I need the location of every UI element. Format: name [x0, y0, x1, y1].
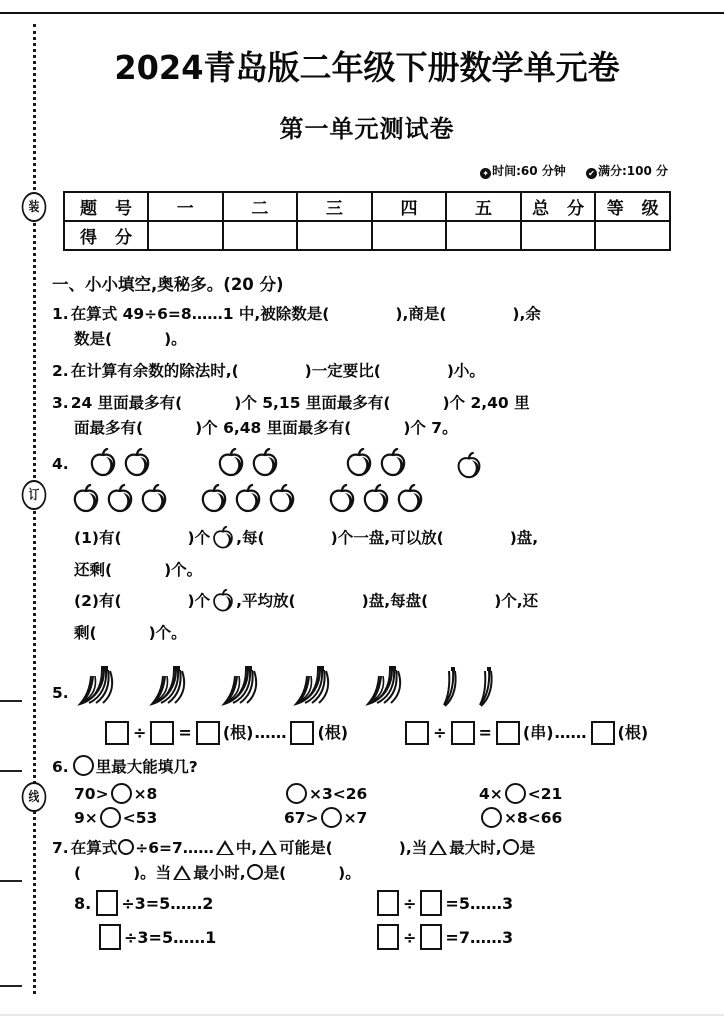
question-7-p7: 是 — [519, 839, 536, 857]
question-7-p3: 中, — [235, 839, 258, 857]
apple-group-2 — [199, 448, 297, 522]
answer-box[interactable] — [496, 721, 520, 745]
score-col-2: 二 — [223, 192, 298, 221]
question-1-text-e: )。 — [164, 330, 187, 348]
q6-item-1-post: ×8 — [133, 784, 158, 803]
apple-group-3 — [327, 448, 425, 522]
score-col-1: 一 — [148, 192, 223, 221]
question-7-l2-b: )。当 — [133, 864, 172, 882]
score-cell-3[interactable] — [297, 221, 372, 250]
apple-illustration-group — [71, 448, 483, 522]
q6-item-4-pre: 9× — [74, 808, 98, 827]
question-3-text-a: 24 里面最多有( — [70, 394, 183, 412]
apple-icon — [361, 484, 391, 522]
circle-placeholder-icon[interactable] — [100, 807, 121, 828]
apple-icon — [139, 484, 169, 522]
section-heading — [52, 271, 682, 295]
score-col-total: 总 分 — [521, 192, 596, 221]
answer-box[interactable] — [451, 721, 475, 745]
question-2-text-a: 在计算有余数的除法时,( — [70, 362, 239, 380]
score-row-label-2: 得 分 — [64, 221, 148, 250]
answer-box[interactable] — [196, 721, 220, 745]
equals-operator: = — [178, 723, 192, 742]
unit-label: (串) — [522, 723, 554, 742]
question-7-l2-d: 是( — [263, 864, 287, 882]
divide-operator: ÷ — [403, 927, 417, 947]
answer-box[interactable] — [105, 721, 129, 745]
question-3-number: 3. — [52, 394, 69, 412]
banana-bunch-icon — [287, 662, 349, 718]
q6-item-2 — [284, 783, 479, 804]
q8-equation-3 — [74, 924, 374, 950]
circle-placeholder-icon[interactable] — [505, 783, 526, 804]
divide-operator: ÷ — [433, 723, 447, 742]
apple-icon — [395, 484, 425, 522]
page-title: 2024青岛版二年级下册数学单元卷 — [114, 48, 620, 87]
answer-box[interactable] — [420, 890, 442, 916]
table-row-scores — [64, 221, 670, 250]
circle-placeholder-icon — [118, 839, 134, 855]
q8-eq-1-text: ÷3=5……2 — [121, 893, 214, 913]
triangle-placeholder-icon — [173, 865, 191, 880]
question-1-text-c: ),余 — [512, 305, 541, 323]
question-2-number: 2. — [52, 362, 69, 380]
apple-icon — [199, 484, 229, 522]
question-6-items — [52, 783, 682, 828]
question-5-equations — [74, 720, 682, 745]
answer-box[interactable] — [99, 924, 121, 950]
apple-icon — [327, 484, 357, 522]
score-col-grade: 等 级 — [595, 192, 670, 221]
question-1-text-a: 在算式 49÷6=8……1 中,被除数是( — [70, 305, 330, 323]
unit-label: (根) — [317, 723, 349, 742]
apple-icon — [344, 448, 374, 486]
score-table — [63, 191, 671, 251]
answer-box[interactable] — [377, 924, 399, 950]
question-4-sub1-b: )个 — [187, 529, 211, 547]
question-7-p1: 在算式 — [70, 839, 118, 857]
score-cell-grade[interactable] — [595, 221, 670, 250]
question-3-text-b: )个 5,15 里面最多有( — [234, 394, 391, 412]
table-row-header — [64, 192, 670, 221]
q6-item-1 — [74, 783, 284, 804]
exam-fullscore: ✔ 满分:100 分 — [586, 164, 668, 178]
question-4-sub1-g: )个。 — [164, 561, 203, 579]
q6-item-5-pre: 67> — [284, 808, 319, 827]
q6-item-4-post: <53 — [122, 808, 158, 827]
q8-equation-2 — [374, 890, 682, 916]
q6-item-3 — [479, 783, 682, 804]
score-col-3: 三 — [297, 192, 372, 221]
score-cell-4[interactable] — [372, 221, 447, 250]
apple-icon — [71, 484, 101, 522]
question-4-sub2-f: 剩( — [74, 624, 97, 642]
apple-icon — [211, 536, 235, 554]
q8-equation-1 — [74, 890, 374, 916]
question-1-number: 1. — [52, 305, 69, 323]
question-7-number: 7. — [52, 839, 69, 857]
circle-placeholder-icon[interactable] — [481, 807, 502, 828]
q8-equation-4 — [374, 924, 682, 950]
exam-meta — [52, 162, 682, 179]
score-cell-1[interactable] — [148, 221, 223, 250]
banana-bunch-icon — [71, 662, 133, 718]
binding-tick-1 — [0, 700, 22, 702]
triangle-placeholder-icon — [259, 840, 277, 855]
question-1 — [52, 302, 682, 352]
remainder-dots: …… — [554, 723, 587, 742]
binding-tick-4 — [0, 985, 22, 987]
q6-item-5-post: ×7 — [343, 808, 368, 827]
section-points: (20 分) — [223, 275, 284, 294]
question-4-number: 4. — [52, 455, 69, 473]
question-8 — [52, 890, 682, 950]
question-4-sub1-a: (1)有( — [74, 529, 122, 547]
binding-mark-3: 线 — [22, 782, 47, 812]
question-4-sub2-d: )盘,每盘( — [361, 592, 429, 610]
question-8-number: 8. — [74, 893, 92, 913]
question-3-text-d: 面最多有( — [74, 419, 144, 437]
equals-operator: = — [478, 723, 492, 742]
circle-placeholder-icon — [503, 839, 519, 855]
unit-label: (根) — [222, 723, 254, 742]
banana-illustration-group — [71, 662, 501, 718]
question-4 — [52, 448, 682, 646]
q8-eq-3-text: ÷3=5……1 — [124, 927, 217, 947]
answer-box[interactable] — [591, 721, 615, 745]
exam-time: ✦ 时间:60 分钟 — [480, 164, 566, 178]
score-cell-total[interactable] — [521, 221, 596, 250]
apple-icon — [105, 484, 135, 522]
apple-icon — [88, 448, 118, 486]
apple-icon — [378, 448, 408, 486]
question-2-text-b: )一定要比( — [304, 362, 381, 380]
question-2-text-c: )小。 — [446, 362, 485, 380]
q6-item-5 — [284, 807, 479, 828]
question-5-equation-1 — [102, 720, 348, 745]
question-7 — [52, 836, 682, 886]
question-4-sub2-b: )个 — [187, 592, 211, 610]
apple-icon — [250, 448, 280, 486]
apple-icon — [455, 466, 483, 484]
answer-box[interactable] — [420, 924, 442, 950]
apple-icon — [267, 484, 297, 522]
apple-icon — [233, 484, 263, 522]
question-4-sub1-f: 还剩( — [74, 561, 113, 579]
question-4-sub2-c: ,平均放( — [236, 592, 296, 610]
apple-group-1 — [71, 448, 169, 522]
question-5-number: 5. — [52, 684, 69, 702]
question-4-sub2-a: (2)有( — [74, 592, 122, 610]
answer-box[interactable] — [377, 890, 399, 916]
question-7-l2-a: ( — [74, 864, 82, 882]
score-col-4: 四 — [372, 192, 447, 221]
question-4-sub2-g: )个。 — [148, 624, 187, 642]
page-bottom-rule — [0, 1014, 724, 1016]
banana-single-icon — [439, 664, 465, 718]
question-3-text-c: )个 2,40 里 — [442, 394, 530, 412]
question-4-sub1-d: )个一盘,可以放( — [330, 529, 444, 547]
circle-placeholder-icon — [73, 755, 94, 776]
question-4-sub1-e: )盘, — [509, 529, 539, 547]
question-7-p2: ÷6=7…… — [135, 839, 214, 857]
divide-operator: ÷ — [133, 723, 147, 742]
apple-icon — [211, 599, 235, 617]
question-7-p5: ),当 — [398, 839, 428, 857]
question-7-l2-c: 最小时, — [193, 864, 246, 882]
banana-bunch-icon — [359, 662, 421, 718]
divide-operator: ÷ — [403, 893, 417, 913]
q6-item-6 — [479, 807, 682, 828]
answer-box[interactable] — [405, 721, 429, 745]
score-cell-5[interactable] — [446, 221, 521, 250]
question-5 — [52, 658, 682, 745]
question-4-sub2-e: )个,还 — [494, 592, 539, 610]
circle-placeholder-icon[interactable] — [111, 783, 132, 804]
remainder-dots: …… — [254, 723, 287, 742]
triangle-placeholder-icon — [216, 840, 234, 855]
question-3-text-e: )个 6,48 里面最多有( — [195, 419, 352, 437]
answer-box[interactable] — [290, 721, 314, 745]
circle-placeholder-icon[interactable] — [321, 807, 342, 828]
question-6-prompt: 里最大能填几? — [95, 758, 198, 776]
binding-tick-2 — [0, 770, 22, 772]
binding-mark-1: 装 — [22, 192, 47, 222]
section-heading-text: 一、小小填空,奥秘多。 — [52, 275, 224, 294]
q6-item-1-pre: 70> — [74, 784, 109, 803]
question-4-sub1-c: ,每( — [236, 529, 265, 547]
question-5-equation-2 — [402, 720, 648, 745]
triangle-placeholder-icon — [429, 840, 447, 855]
banana-bunch-icon — [143, 662, 205, 718]
q6-item-4 — [74, 807, 284, 828]
circle-placeholder-icon — [247, 864, 263, 880]
unit-label: (根) — [617, 723, 649, 742]
q6-item-3-pre: 4× — [479, 784, 503, 803]
apple-group-extra — [455, 452, 483, 488]
answer-box[interactable] — [96, 890, 118, 916]
score-row-label-1: 题 号 — [64, 192, 148, 221]
q6-item-3-post: <21 — [527, 784, 563, 803]
page-top-rule — [0, 12, 724, 14]
question-6 — [52, 755, 682, 780]
question-6-number: 6. — [52, 758, 69, 776]
banana-bunch-icon — [215, 662, 277, 718]
answer-box[interactable] — [150, 721, 174, 745]
binding-tick-3 — [0, 880, 22, 882]
question-2 — [52, 359, 682, 384]
binding-mark-2: 订 — [22, 480, 47, 510]
q6-item-2-post: ×3<26 — [309, 784, 368, 803]
page-subtitle: 第一单元测试卷 — [279, 115, 455, 143]
banana-single-icon — [475, 664, 501, 718]
score-cell-2[interactable] — [223, 221, 298, 250]
apple-icon — [122, 448, 152, 486]
clock-icon: ✦ — [480, 168, 491, 179]
q8-eq-2-text: =5……3 — [445, 893, 514, 913]
check-icon: ✔ — [586, 168, 597, 179]
question-7-p6: 最大时, — [449, 839, 502, 857]
question-7-l2-e: )。 — [338, 864, 361, 882]
question-3-text-f: )个 7。 — [403, 419, 458, 437]
score-col-5: 五 — [446, 192, 521, 221]
circle-placeholder-icon[interactable] — [286, 783, 307, 804]
worksheet-body — [52, 20, 682, 950]
question-1-text-d: 数是( — [74, 330, 113, 348]
apple-icon — [216, 448, 246, 486]
q8-eq-4-text: =7……3 — [445, 927, 514, 947]
q6-item-6-post: ×8<66 — [504, 808, 563, 827]
question-1-text-b: ),商是( — [395, 305, 447, 323]
question-7-p4: 可能是( — [279, 839, 333, 857]
question-3 — [52, 391, 682, 441]
